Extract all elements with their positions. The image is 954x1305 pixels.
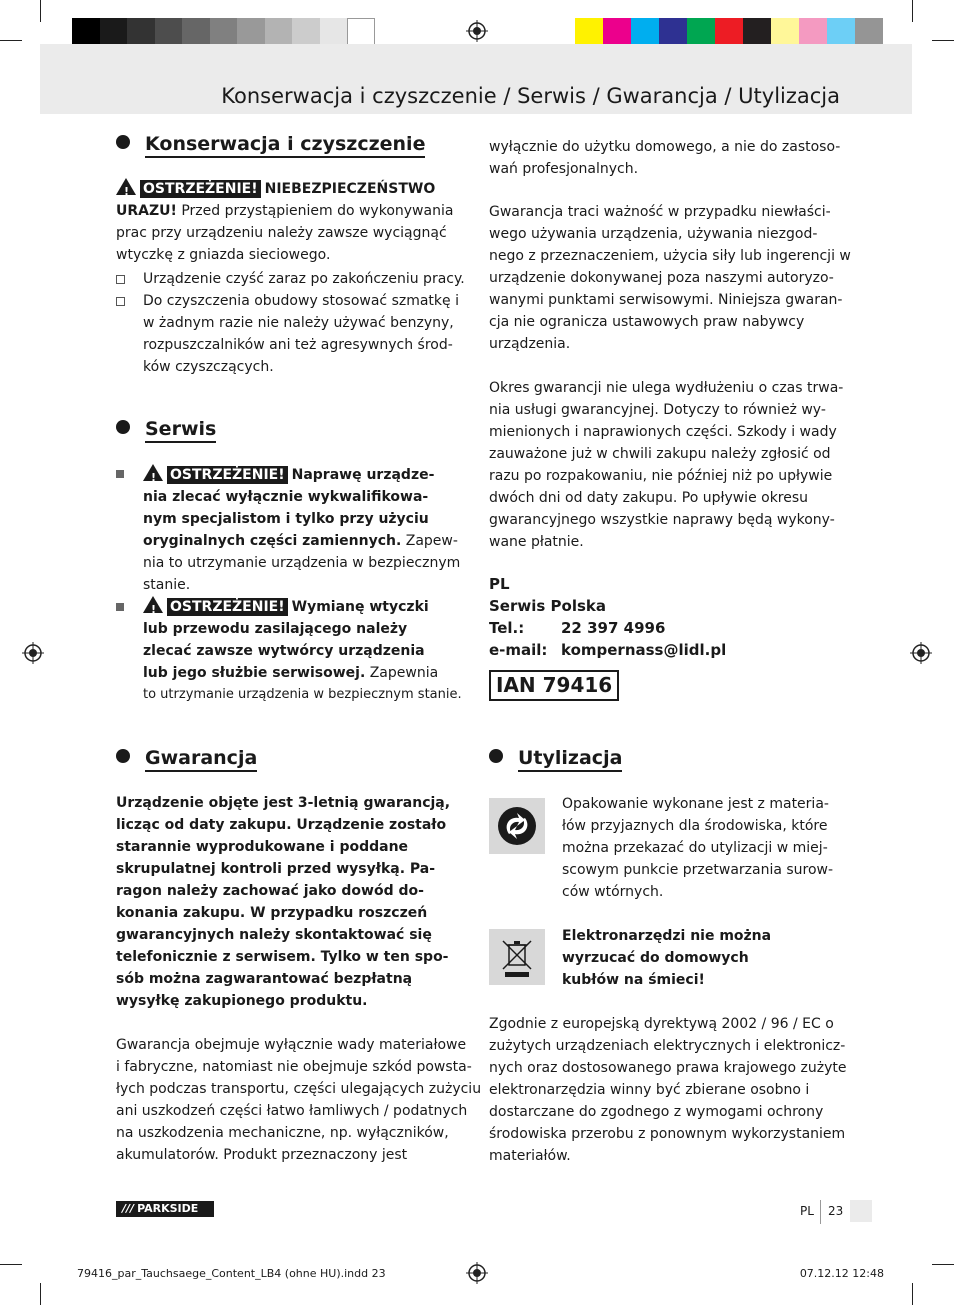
warning-label: OSTRZEŻENIE! — [167, 466, 288, 484]
color-swatch — [659, 18, 687, 46]
registration-mark-icon — [466, 1262, 488, 1284]
color-swatch — [827, 18, 855, 46]
footer-filename: 79416_par_Tauchsaege_Content_LB4 (ohne HU).indd 23 — [77, 1267, 386, 1280]
registration-mark-icon — [466, 20, 488, 42]
registration-mark-icon — [22, 642, 44, 664]
crop-mark — [0, 1264, 22, 1265]
heading-bullet — [116, 420, 130, 434]
registration-mark-icon — [910, 642, 932, 664]
list-bullet — [116, 275, 125, 284]
heading-bullet — [116, 135, 130, 149]
utylizacja-p1: Opakowanie wykonane jest z materia- łów przyjaznych dla środowiska, które można przekazać do utylizacji w miej- scowym punkcie przetwarzania surow- ców wtórnych. — [562, 796, 834, 900]
crop-mark — [932, 40, 954, 41]
color-swatch — [210, 18, 238, 46]
list-item: Urządzenie czyść zaraz po zakończeniu pracy. — [143, 271, 465, 287]
color-swatch — [603, 18, 631, 46]
page-number: 23 — [828, 1204, 844, 1218]
gwarancja-cont-p3: Okres gwarancji nie ulega wydłużeniu o czas trwa- nia usługi gwarancyjnej. Dotyczy to również wy- mienionych i naprawionych części. Szkody i wady zauważone już w chwili zakupu należy zgłosić od razu po rozpakowaniu, nie później niż po upływie dwóch dni od daty zakupu. Po upływie okresu gwarancyjnego wszystkie naprawy będą wykony- wane płatnie. — [489, 380, 844, 550]
utylizacja-p3: Zgodnie z europejską dyrektywą 2002 / 96 / EC o zużytych urządzeniach elektrycznych i elektronicz- nych oraz dostosowanego prawa krajowego zużyte elektronarzędzia winny być zbierane osobno i dostarczane do zgodnego z wymogami ochrony środowiska przerobu z ponownym wykorzystaniem materiałów. — [489, 1016, 847, 1164]
crossed-bin-weee-icon — [489, 929, 545, 985]
utylizacja-p2: Elektronarzędzi nie można wyrzucać do domowych kubłów na śmieci! — [562, 928, 772, 988]
page-title: Konserwacja i czyszczenie / Serwis / Gwarancja / Utylizacja — [221, 84, 840, 108]
color-swatch — [687, 18, 715, 46]
footer-timestamp: 07.12.12 12:48 — [799, 1267, 884, 1280]
heading-konserwacja: Konserwacja i czyszczenie — [116, 133, 425, 155]
heading-bullet — [116, 749, 130, 763]
warning-triangle-icon — [143, 596, 163, 613]
crop-mark — [932, 1264, 954, 1265]
contact-block: PL Serwis Polska Tel.: 22 397 4996 e-mail: kompernass@lidl.pl — [489, 575, 727, 659]
color-swatch — [743, 18, 771, 46]
heading-bullet — [489, 749, 503, 763]
color-swatch — [575, 18, 603, 46]
ian-box: IAN 79416 — [489, 670, 619, 701]
color-swatch — [72, 18, 100, 46]
page-number-box — [850, 1200, 872, 1222]
color-swatch — [631, 18, 659, 46]
color-swatch — [127, 18, 155, 46]
color-swatch — [265, 18, 293, 46]
warning-label: OSTRZEŻENIE! — [167, 598, 288, 616]
color-swatch — [855, 18, 883, 46]
list-bullet — [116, 603, 124, 611]
gwarancja-bold-text: Urządzenie objęte jest 3-letnią gwarancją, licząc od daty zakupu. Urządzenie zostało starannie wyprodukowane i poddane skrupulatnej kontroli przed wysyłką. Pa- ragon należy zachować jako dowód do- konania zakupu. W przypadku roszczeń gwarancyjnych należy skontaktować się telefonicznie z serwisem. Tylko w ten spo- sób można zagwarantować bezpłatną wysyłkę zakupionego produktu. — [116, 795, 451, 1009]
footer-divider — [820, 1200, 821, 1224]
crop-mark — [912, 1283, 913, 1305]
heading-utylizacja: Utylizacja — [489, 747, 622, 769]
crop-mark — [912, 0, 913, 22]
color-swatch — [182, 18, 210, 46]
konserwacja-warning: !OSTRZEŻENIE! NIEBEZPIECZEŃSTWO URAZU! Przed przystąpieniem do wykonywania prac przy urządzeniu należy zawsze wyciągnąć wtyczkę z gniazda sieciowego. — [116, 178, 466, 266]
serwis-item-2: !OSTRZEŻENIE! Wymianę wtyczki lub przewodu zasilającego należy zlecać zawsze wytwórcy urządzenia lub jego służbie serwisowej. Zapewnia to utrzymanie urządzenia w bezpiecznym stanie. — [143, 596, 468, 706]
color-swatch — [799, 18, 827, 46]
list-bullet — [116, 297, 125, 306]
color-swatch — [155, 18, 183, 46]
contact-email: kompernass@lidl.pl — [561, 641, 727, 659]
crop-mark — [40, 0, 41, 22]
gwarancja-cont-p1: wyłącznie do użytku domowego, a nie do zastoso- wań profesjonalnych. — [489, 139, 841, 177]
serwis-item-1: !OSTRZEŻENIE! Naprawę urządze- nia zlecać wyłącznie wykwalifikowa- nym specjalistom i tylko przy użyciu oryginalnych części zamiennych. Zapew- nia to utrzymanie urządzenia w bezpiecznym stanie. — [143, 464, 468, 596]
color-swatch — [771, 18, 799, 46]
warning-label: OSTRZEŻENIE! — [140, 180, 261, 198]
heading-gwarancja: Gwarancja — [116, 747, 257, 769]
contact-phone: 22 397 4996 — [561, 619, 666, 637]
crop-mark — [40, 1283, 41, 1305]
color-swatch — [100, 18, 128, 46]
color-swatch — [320, 18, 348, 46]
list-item: Do czyszczenia obudowy stosować szmatkę i w żadnym razie nie należy używać benzyny, rozpuszczalników ani też agresywnych środ- ków czyszczących. — [143, 293, 459, 375]
gwarancja-cont-p2: Gwarancja traci ważność w przypadku niewłaści- wego używania urządzenia, używania niezgod- nego z przeznaczeniem, użycia siły lub ingerencji w urządzenie dokonywanej poza naszymi autoryzo- wanymi punktami serwisowymi. Niniejsza gwaran- cja nie ogranicza ustawowych praw nabywcy urządzenia. — [489, 204, 851, 352]
heading-serwis: Serwis — [116, 418, 216, 440]
color-swatch — [237, 18, 265, 46]
brand-logo: /// PARKSIDE — [116, 1201, 214, 1217]
color-swatch — [292, 18, 320, 46]
color-swatch — [715, 18, 743, 46]
green-dot-recycling-icon — [489, 798, 545, 854]
warning-triangle-icon — [143, 464, 163, 481]
list-bullet — [116, 470, 124, 478]
color-swatch — [347, 18, 375, 46]
crop-mark — [0, 40, 22, 41]
gwarancja-text: Gwarancja obejmuje wyłącznie wady materiałowe i fabryczne, natomiast nie obejmuje szkód powsta- łych podczas transportu, części ulegających zużyciu ani uszkodzeń części łatwo łamliwych / podatnych na uszkodzenia mechaniczne, np. wyłączników, akumulatorów. Produkt przeznaczony jest — [116, 1037, 482, 1163]
warning-triangle-icon — [116, 178, 136, 195]
footer-language: PL — [800, 1204, 814, 1218]
